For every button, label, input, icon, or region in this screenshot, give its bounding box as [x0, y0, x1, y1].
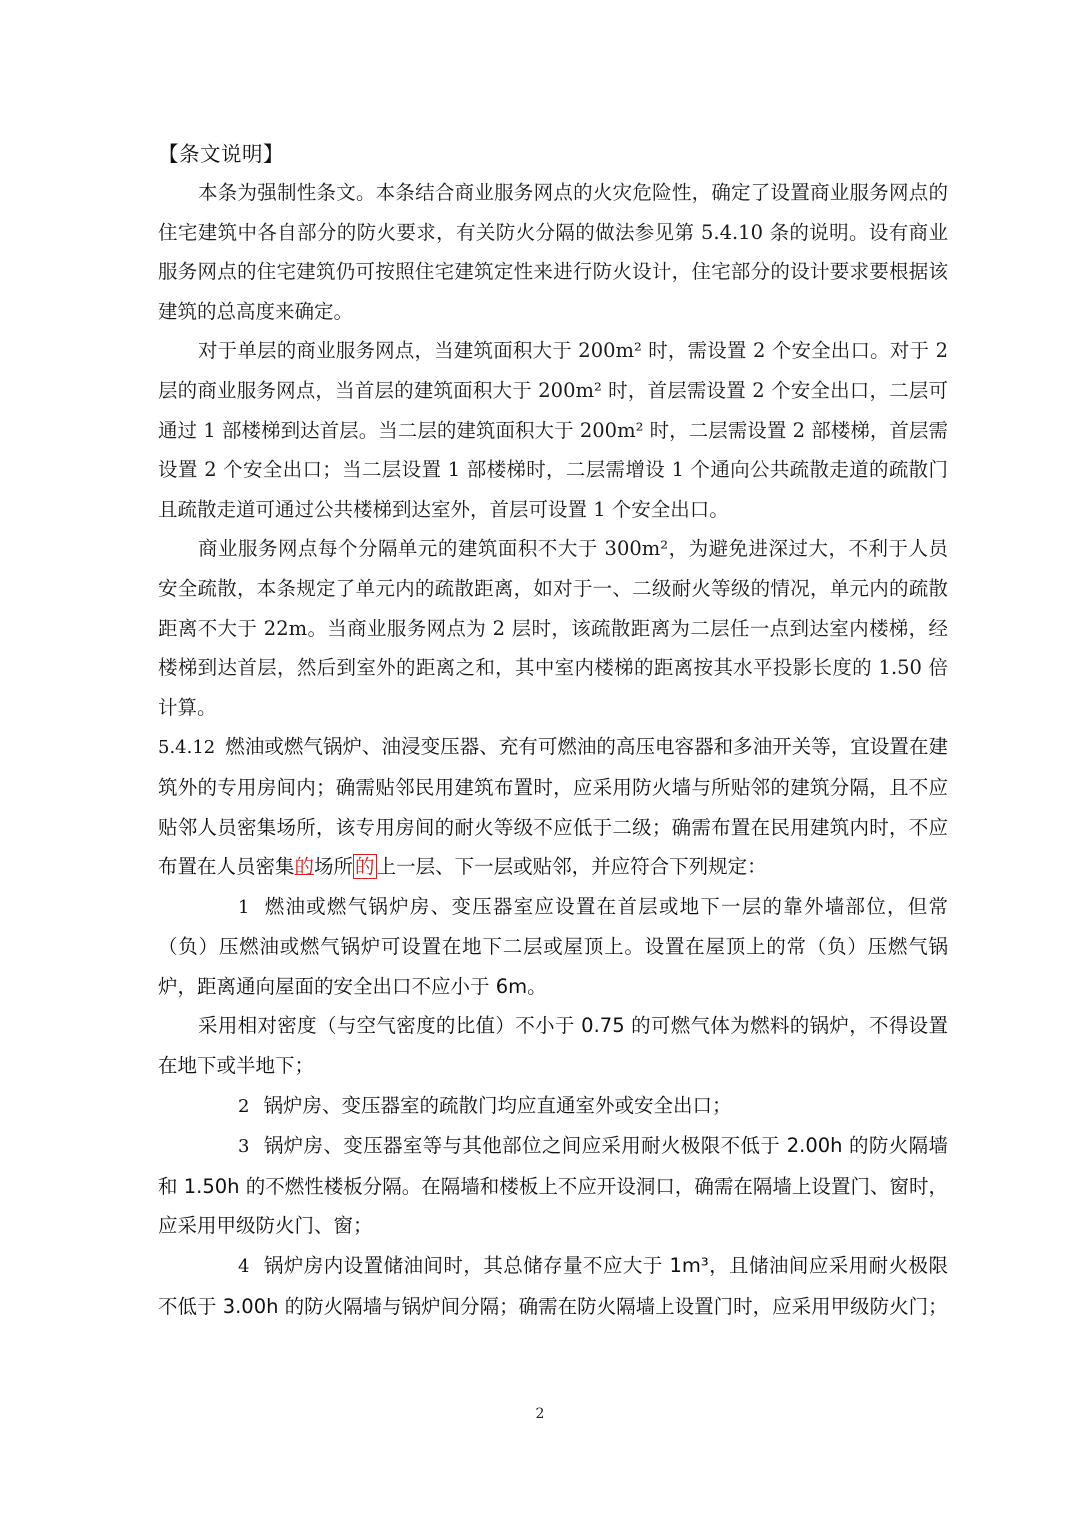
explanation-paragraph-2: 对于单层的商业服务网点，当建筑面积大于 200m² 时，需设置 2 个安全出口。对于 2 层的商业服务网点，当首层的建筑面积大于 200m² 时，首层需设置 2 个安全出口，二层可通过 1 部楼梯到达首层。当二层的建筑面积大于 200m² 时，二层需设置 2 部楼梯，首层需设置 2 个安全出口；当二层设置 1 部楼梯时，二层需增设 1 个通向公共疏散走道的疏散门且疏散走道可通过公共楼梯到达室外，首层可设置 1 个安全出口。 [158, 339, 948, 521]
clause-text-part-3: 上一层、下一层或贴邻，并应符合下列规定： [376, 855, 767, 879]
explanation-paragraph-1: 本条为强制性条文。本条结合商业服务网点的火灾危险性，确定了设置商业服务网点的住宅建筑中各自部分的防火要求，有关防火分隔的做法参见第 5.4.10 条的说明。设有商业服务网点的住宅建筑仍可按照住宅建筑定性来进行防火设计，住宅部分的设计要求要根据该建筑的总高度来确定。 [158, 181, 948, 323]
red-underline-mark: 的 [294, 855, 315, 879]
rule-item-1 [158, 887, 948, 1007]
rule-item-text: 锅炉房内设置储油间时，其总储存量不应大于 1m³，且储油间应采用耐火极限不低于 3.00h 的防火隔墙与锅炉间分隔；确需在防火隔墙上设置门时，应采用甲级防火门； [158, 1254, 948, 1318]
rule-item-4 [158, 1246, 948, 1326]
rule-item-number: 1 [238, 896, 250, 918]
rule-item-text: 锅炉房、变压器室等与其他部位之间应采用耐火极限不低于 2.00h 的防火隔墙和 1.50h 的不燃性楼板分隔。在隔墙和楼板上不应开设洞口，确需在隔墙上设置门、窗时，应采用甲级防火门、窗； [158, 1134, 948, 1238]
rule-item-2 [158, 1086, 948, 1127]
rule-item-1-addendum [158, 1006, 948, 1085]
rule-item-text: 锅炉房、变压器室的疏散门均应直通室外或安全出口； [263, 1093, 732, 1117]
clause-5-4-12 [158, 727, 948, 886]
red-box-mark: 的 [355, 855, 375, 879]
rule-item-3 [158, 1126, 948, 1246]
section-heading: 【条文说明】 [158, 142, 284, 166]
clause-number: 5.4.12 [158, 737, 216, 759]
rule-item-text: 燃油或燃气锅炉房、变压器室应设置在首层或地下一层的靠外墙部位，但常（负）压燃油或燃气锅炉可设置在地下二层或屋顶上。设置在屋顶上的常（负）压燃气锅炉，距离通向屋面的安全出口不应小于 6m。 [158, 894, 948, 998]
rule-item-number: 2 [238, 1095, 250, 1117]
page-content [158, 135, 948, 1326]
clause-text-part-1: 燃油或燃气锅炉、油浸变压器、充有可燃油的高压电容器和多油开关等，宜设置在建筑外的专用房间内；确需贴邻民用建筑布置时，应采用防火墙与所贴邻的建筑分隔，且不应贴邻人员密集场所，该专用房间的耐火等级不应低于二级；确需布置在民用建筑内时，不应布置在人员密集 [158, 735, 948, 879]
rule-item-number: 3 [238, 1136, 250, 1158]
rule-item-text: 采用相对密度（与空气密度的比值）不小于 0.75 的可燃气体为燃料的锅炉，不得设置在地下或半地下； [158, 1014, 948, 1078]
page-number: 2 [535, 1406, 545, 1422]
explanation-paragraph-3: 商业服务网点每个分隔单元的建筑面积不大于 300m²，为避免进深过大，不利于人员安全疏散，本条规定了单元内的疏散距离，如对于一、二级耐火等级的情况，单元内的疏散距离不大于 22m。当商业服务网点为 2 层时，该疏散距离为二层任一点到达室内楼梯，经楼梯到达首层，然后到室外的距离之和，其中室内楼梯的距离按其水平投影长度的 1.50 倍计算。 [158, 537, 948, 719]
rule-item-number: 4 [238, 1256, 250, 1278]
clause-text-part-2: 场所 [314, 855, 354, 879]
